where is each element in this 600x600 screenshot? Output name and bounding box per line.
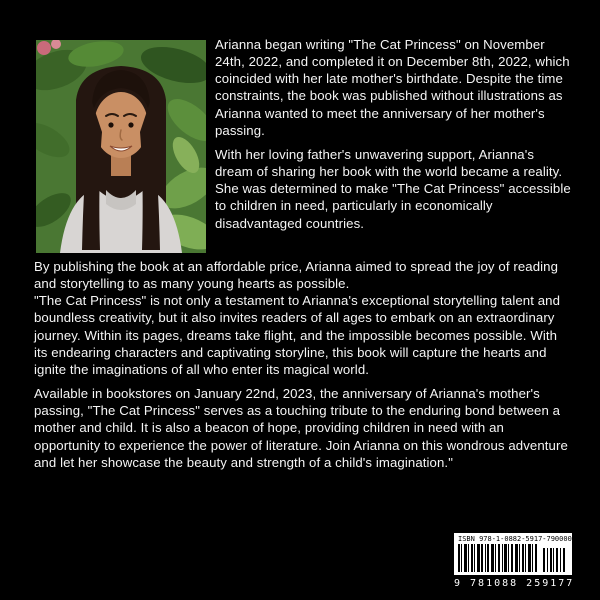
paragraph-affordable-price: By publishing the book at an affordable price, Arianna aimed to spread the joy of reading and storytelling to as many young hearts as possible. — [34, 259, 559, 292]
isbn-barcode-box — [454, 533, 572, 575]
body-text-column — [34, 258, 572, 478]
barcode-bars-row — [458, 544, 568, 572]
isbn-number: ISBN 978-1-0882-5917-7 — [458, 535, 551, 543]
barcode-bars-addon — [543, 548, 567, 572]
barcode-bars-main — [458, 544, 538, 572]
paragraph-fathers-support: With her loving father's unwavering support, Arianna's dream of sharing her book with the world became a reality. She was determined to make "The Cat Princess" accessible to children in need, particularly in economically disadvantaged countries. — [215, 146, 571, 231]
isbn-barcode-block — [454, 533, 575, 589]
barcode-price-code: 90000 — [550, 535, 572, 543]
arianna-portrait-photo — [36, 40, 206, 253]
paragraph-availability: Available in bookstores on January 22nd, 2023, the anniversary of Arianna's mother's passing, "The Cat Princess" serves as a touching tribute to the enduring bond between a mother and child. It is also a beacon of hope, providing children in need with an opportunity to experience the power of literature. Join Arianna on this wondrous adventure and let her showcase the beauty and strength of a child's imagination." — [34, 386, 568, 470]
barcode-header — [458, 535, 572, 543]
about-text-column — [215, 36, 571, 239]
paragraph-testament: "The Cat Princess" is not only a testament to Arianna's exceptional storytelling talent and boundless creativity, but it also invites readers of all ages to embark on an extraordinary journey. Within its pages, dreams take flight, and the impossible becomes possible. With its endearing characters and captivating storyline, this book will capture the hearts and ignite the imaginations of all who enter its magical world. — [34, 293, 561, 377]
barcode-ean-digits: 9 781088 259177 — [454, 578, 575, 589]
portrait-illustration — [36, 40, 206, 253]
paragraph-writing-history: Arianna began writing "The Cat Princess" on November 24th, 2022, and completed it on December 8th, 2022, which coincided with her late mother's birthdate. Despite the time constraints, the book was published without illustrations as Arianna wanted to meet the anniversary of her mother's passing. — [215, 37, 570, 138]
